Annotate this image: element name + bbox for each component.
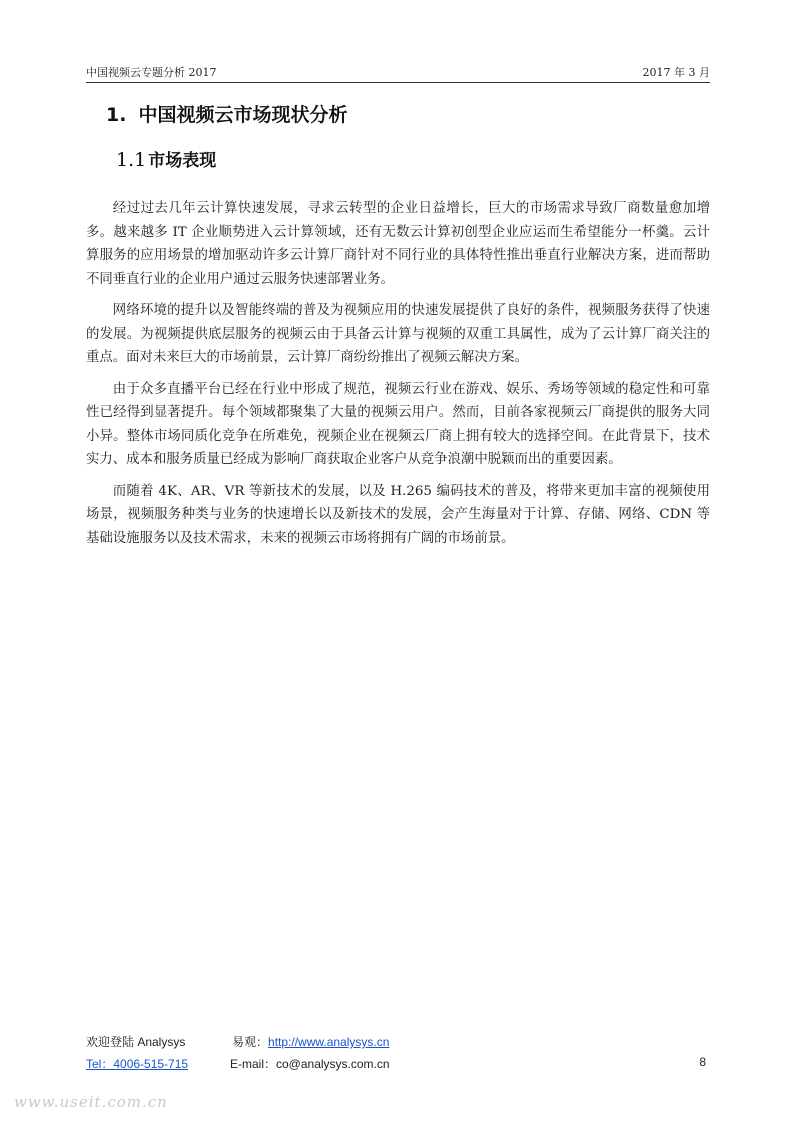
footer-site (232, 1033, 389, 1050)
paragraph: 由于众多直播平台已经在行业中形成了规范，视频云行业在游戏、娱乐、秀场等领域的稳定性和可靠性已经得到显著提升。每个领域都聚集了大量的视频云用户。然而，目前各家视频云厂商提供的服务大同小异。整体市场同质化竞争在所难免，视频企业在视频云厂商上拥有较大的选择空间。在此背景下，技术实力、成本和服务质量已经成为影响厂商获取企业客户从竞争浪潮中脱颖而出的重要因素。 (86, 381, 710, 467)
footer-row-top (86, 1033, 710, 1053)
paragraph: 经过过去几年云计算快速发展，寻求云转型的企业日益增长，巨大的市场需求导致厂商数量愈加增多。越来越多 IT 企业顺势进入云计算领域，还有无数云计算初创型企业应运而生希望能分一杯羹。云计算服务的应用场景的增加驱动许多云计算厂商针对不同行业的具体特性推出垂直行业解决方案，进而帮助不同垂直行业的企业用户通过云服务快速部署业务。 (86, 201, 710, 287)
subsection-heading (116, 146, 216, 171)
footer-row-bottom (86, 1055, 710, 1075)
phone-link[interactable]: Tel：4006-515-715 (86, 1057, 189, 1071)
watermark-text: www.useit.com.cn (14, 1093, 168, 1111)
page-number: 8 (699, 1055, 706, 1069)
section-number: 1. (106, 104, 127, 126)
footer-email: E-mail：co@analysys.com.cn (230, 1057, 390, 1071)
header-divider (86, 82, 710, 83)
footer-site-label: 易观： (232, 1035, 269, 1049)
header-date: 2017 年 3 月 (642, 66, 710, 79)
subsection-number: 1.1 (116, 149, 147, 171)
subsection-title: 市场表现 (148, 151, 217, 171)
paragraph: 而随着 4K、AR、VR 等新技术的发展，以及 H.265 编码技术的普及，将带来更加丰富的视频使用场景，视频服务种类与业务的快速增长以及新技术的发展，会产生海量对于计算、存储、网络、CDN 等基础设施服务以及技术需求，未来的视频云市场将拥有广阔的市场前景。 (86, 483, 710, 546)
body-text (86, 197, 710, 558)
page-header (86, 62, 710, 82)
section-heading (106, 100, 347, 127)
section-title: 中国视频云市场现状分析 (138, 104, 348, 126)
paragraph: 网络环境的提升以及智能终端的普及为视频应用的快速发展提供了良好的条件，视频服务获得了快速的发展。为视频提供底层服务的视频云由于具备云计算与视频的双重工具属性，成为了云计算厂商关注的重点。面对未来巨大的市场前景，云计算厂商纷纷推出了视频云解决方案。 (86, 303, 710, 365)
header-report-title: 中国视频云专题分析 2017 (86, 66, 217, 79)
website-link[interactable]: http://www.analysys.cn (268, 1035, 390, 1049)
page-footer (86, 1033, 710, 1077)
footer-welcome: 欢迎登陆 Analysys (86, 1035, 186, 1049)
